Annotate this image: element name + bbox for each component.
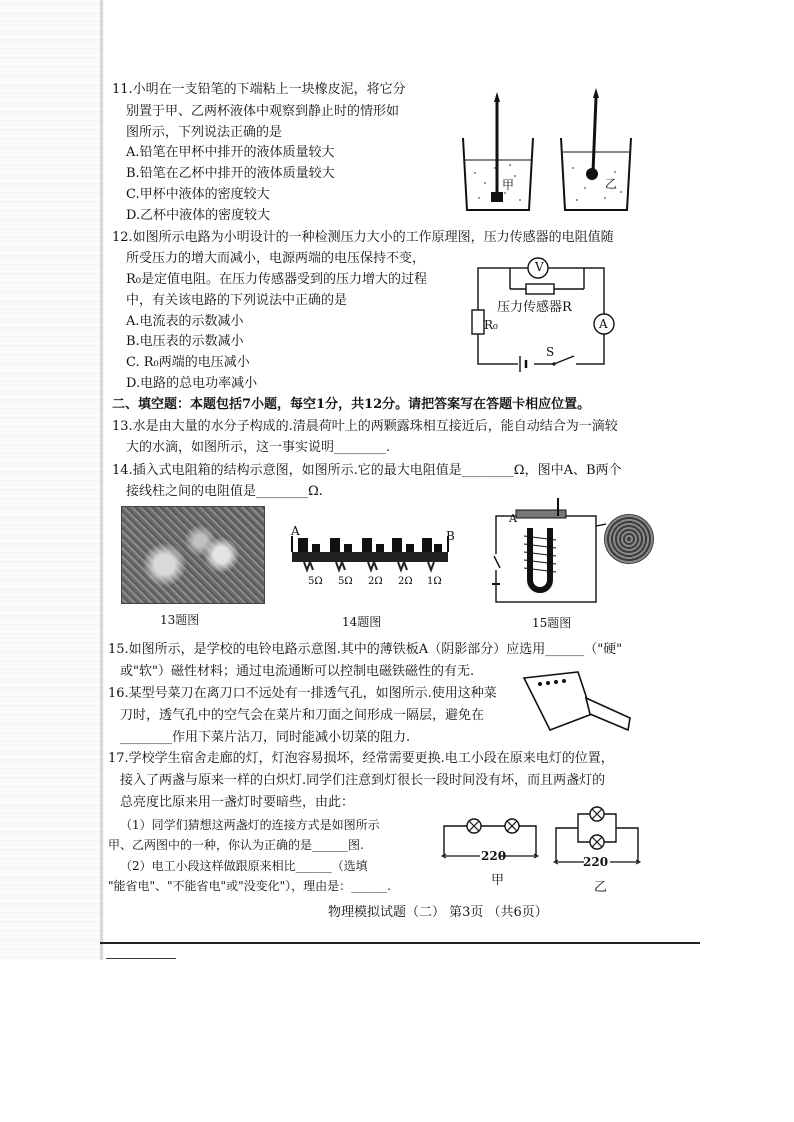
q11-stem-line3: 图所示，下列说法正确的是 xyxy=(126,125,283,140)
section-2-heading: 二、填空题：本题包括7小题，每空1分，共12分。请把答案写在答题卡相应位置。 xyxy=(112,397,591,412)
q11-option-a: A.铅笔在甲杯中排开的液体质量较大 xyxy=(126,145,335,160)
q12-ammeter-label: A xyxy=(599,317,608,331)
q17-part1-line1: （1）同学们猜想这两盏灯的连接方式是如图所示 xyxy=(120,818,380,832)
q14-stem-line1: 14.插入式电阻箱的结构示意图，如图所示.它的最大电阻值是________Ω，图中A、B两个 xyxy=(112,463,622,478)
q11-label-jia: 甲 xyxy=(502,178,515,192)
q17-label-jia: 甲 xyxy=(491,873,505,888)
q16-cleaver-figure xyxy=(520,668,635,740)
q16-stem-line1: 16.某型号菜刀在离刀口不远处有一排透气孔，如图所示.使用这种菜 xyxy=(108,686,497,701)
q14-terminal-b-label: B xyxy=(446,529,455,543)
q14-resistor-5-label: 1Ω xyxy=(427,576,442,587)
q14-terminal-a-label: A xyxy=(291,524,300,538)
q12-voltmeter-label: V xyxy=(535,260,544,274)
q14-resistor-1-label: 5Ω xyxy=(308,576,323,587)
q17-label-yi: 乙 xyxy=(594,880,608,895)
q11-beakers-figure xyxy=(455,88,640,218)
q13-stem-line2: 大的水滴，如图所示，这一事实说明________. xyxy=(126,440,391,455)
q17-circuit-jia-figure xyxy=(440,812,540,872)
q17-part2-line1: （2）电工小段这样做跟原来相比______（选填 xyxy=(120,859,368,873)
q12-r0-label: R₀ xyxy=(484,318,498,332)
q14-resistor-4-label: 2Ω xyxy=(398,576,413,587)
q12-switch-label: S xyxy=(546,345,555,359)
q12-stem-line3: R₀是定值电阻。在压力传感器受到的压力增大的过程 xyxy=(126,272,427,287)
q14-resistor-2-label: 5Ω xyxy=(338,576,353,587)
q14-resistor-3-label: 2Ω xyxy=(368,576,383,587)
q16-stem-line3: ________作用下菜片沾刀，同时能减小切菜的阻力. xyxy=(120,730,411,745)
caption-q13: 13题图 xyxy=(160,613,200,627)
q12-option-c: C. R₀两端的电压减小 xyxy=(126,355,250,370)
q12-stem-line2: 所受压力的增大而减小，电源两端的电压保持不变， xyxy=(126,251,426,266)
q14-stem-line2: 接线柱之间的电阻值是________Ω. xyxy=(126,484,323,499)
caption-q14: 14题图 xyxy=(342,615,382,629)
q12-option-d: D.电路的总电功率减小 xyxy=(126,376,258,391)
bottom-rule-short xyxy=(106,958,176,959)
bottom-rule xyxy=(100,942,700,944)
q11-option-b: B.铅笔在乙杯中排开的液体质量较大 xyxy=(126,166,335,181)
q15-stem-line1: 15.如图所示，是学校的电铃电路示意图.其中的薄铁板A（阴影部分）应选用______（"硬" xyxy=(108,642,623,657)
q17-stem-line2: 接入了两盏与原来一样的白炽灯.同学们注意到灯很长一段时间没有坏，而且两盏灯的 xyxy=(120,773,606,788)
q15-iron-plate-label: A xyxy=(509,512,517,525)
q12-stem-line1: 12.如图所示电路为小明设计的一种检测压力大小的工作原理图，压力传感器的电阻值随 xyxy=(112,230,614,245)
q17-part2-line2: "能省电"、"不能省电"或"没变化"），理由是：______. xyxy=(108,879,391,893)
q12-option-a: A.电流表的示数减小 xyxy=(126,314,244,329)
q12-stem-line4: 中，有关该电路的下列说法中正确的是 xyxy=(126,293,348,308)
q11-option-d: D.乙杯中液体的密度较大 xyxy=(126,208,271,223)
q12-sensor-label: 压力传感器R xyxy=(497,300,572,315)
caption-q15: 15题图 xyxy=(532,616,572,630)
q11-label-yi: 乙 xyxy=(605,177,618,191)
q15-bell-dome xyxy=(604,514,654,564)
q16-stem-line2: 刀时，透气孔中的空气会在菜片和刀面之间形成一隔层，避免在 xyxy=(120,708,485,723)
q15-bell-circuit-figure xyxy=(486,494,606,610)
q15-stem-line2: 或"软"）磁性材料；通过电流通断可以控制电磁铁磁性的有无. xyxy=(120,664,475,679)
q17-stem-line3: 总亮度比原来用一盏灯时要暗些，由此： xyxy=(120,795,355,810)
q13-stem-line1: 13.水是由大量的水分子构成的.清晨荷叶上的两颗露珠相互接近后，能自动结合为一滴较 xyxy=(112,419,618,434)
q17-stem-line1: 17.学校学生宿舍走廊的灯，灯泡容易损坏，经常需要更换.电工小段在原来电灯的位置， xyxy=(108,751,614,766)
q11-stem-line2: 别置于甲、乙两杯液体中观察到静止时的情形如 xyxy=(126,104,400,119)
page-footer: 物理模拟试题（二） 第3页 （共6页） xyxy=(328,905,548,920)
q17-jia-voltage: 220 xyxy=(481,849,507,863)
q17-yi-voltage: 220 xyxy=(583,855,609,869)
q17-part1-line2: 甲、乙两图中的一种，你认为正确的是______图. xyxy=(108,838,364,852)
q11-option-c: C.甲杯中液体的密度较大 xyxy=(126,187,270,202)
q11-stem-line1: 11.小明在一支铅笔的下端粘上一块橡皮泥，将它分 xyxy=(112,82,406,97)
q12-option-b: B.电压表的示数减小 xyxy=(126,334,244,349)
q13-dewdrops-photo xyxy=(121,506,265,604)
